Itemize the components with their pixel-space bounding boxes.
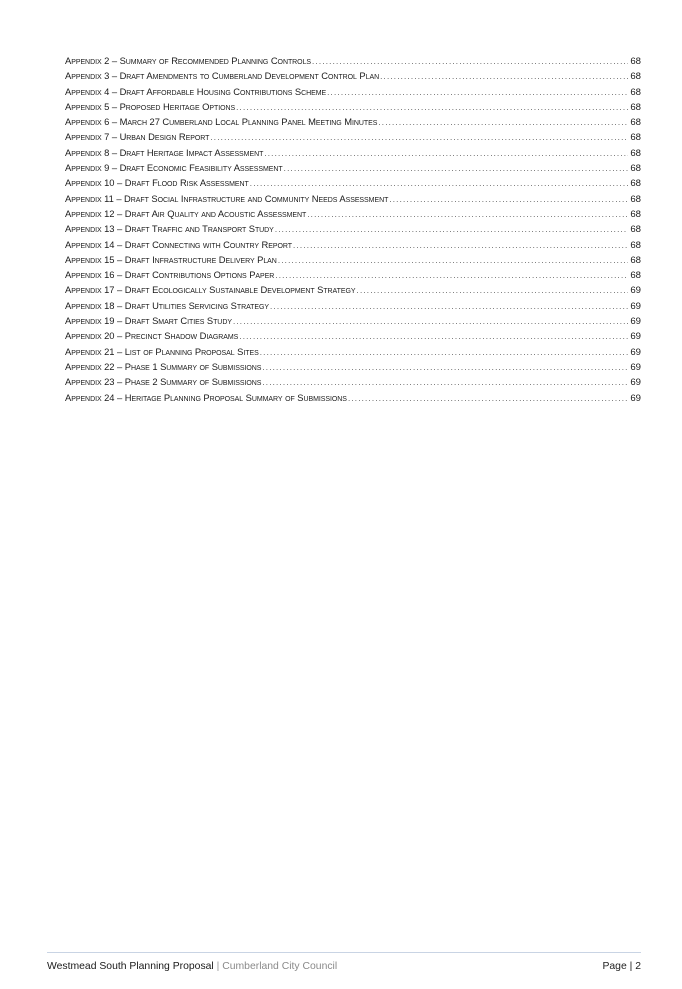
toc-entry-page: 68: [630, 163, 641, 175]
toc-dot-leader: [236, 100, 628, 114]
toc-entry[interactable]: [65, 114, 641, 129]
toc-entry-page: 68: [630, 224, 641, 236]
toc-dot-leader: [348, 391, 628, 405]
toc-entry-page: 68: [630, 56, 641, 67]
toc-entry-page: 68: [630, 101, 641, 113]
toc-dot-leader: [264, 146, 628, 160]
toc-dot-leader: [260, 345, 629, 359]
toc-entry[interactable]: [65, 313, 641, 328]
toc-entry-title: Appendix 21 – List of Planning Proposal Sites: [65, 345, 259, 357]
toc-entry-title: Appendix 5 – Proposed Heritage Options: [65, 100, 236, 112]
toc-entry-page: 68: [630, 208, 641, 220]
toc-entry-title: Appendix 2 – Summary of Recommended Planning Controls: [65, 55, 312, 66]
toc-entry-page: 68: [630, 147, 641, 159]
toc-entry[interactable]: [65, 160, 641, 175]
toc-entry-title: Appendix 11 – Draft Social Infrastructure and Community Needs Assessment: [65, 192, 389, 204]
toc-entry-page: 68: [630, 178, 641, 190]
toc-entry-page: 68: [630, 117, 641, 129]
toc-entry-page: 69: [630, 300, 641, 312]
footer-separator: |: [216, 961, 220, 972]
toc-entry[interactable]: [65, 145, 641, 160]
toc-entry[interactable]: [65, 53, 641, 68]
toc-entry-title: Appendix 24 – Heritage Planning Proposal Summary of Submissions: [65, 391, 347, 403]
toc-entry-page: 68: [630, 193, 641, 205]
toc-entry-page: 68: [630, 86, 641, 98]
toc-dot-leader: [233, 314, 628, 328]
toc-entry[interactable]: [65, 344, 641, 359]
table-of-contents: [65, 53, 641, 405]
toc-dot-leader: [284, 161, 629, 175]
toc-entry-title: Appendix 23 – Phase 2 Summary of Submissions: [65, 376, 262, 388]
toc-entry-page: 69: [630, 285, 641, 297]
toc-entry-title: Appendix 14 – Draft Connecting with Country Report: [65, 238, 293, 250]
toc-dot-leader: [250, 176, 629, 190]
toc-entry-page: 69: [630, 361, 641, 373]
toc-entry[interactable]: [65, 374, 641, 389]
toc-entry-title: Appendix 8 – Draft Heritage Impact Assessment: [65, 146, 264, 158]
toc-entry-page: 69: [630, 377, 641, 389]
toc-entry-page: 68: [630, 132, 641, 144]
toc-entry-title: Appendix 7 – Urban Design Report: [65, 131, 210, 143]
toc-entry-title: Appendix 4 – Draft Affordable Housing Contributions Scheme: [65, 85, 327, 97]
toc-dot-leader: [378, 115, 628, 129]
toc-entry-page: 69: [630, 392, 641, 404]
toc-entry[interactable]: [65, 99, 641, 114]
toc-dot-leader: [239, 329, 628, 343]
toc-entry[interactable]: [65, 328, 641, 343]
toc-entry-title: Appendix 19 – Draft Smart Cities Study: [65, 315, 232, 327]
toc-entry-title: Appendix 16 – Draft Contributions Options Paper: [65, 269, 275, 281]
toc-entry[interactable]: [65, 237, 641, 252]
toc-dot-leader: [262, 360, 628, 374]
toc-entry[interactable]: [65, 191, 641, 206]
toc-dot-leader: [275, 268, 628, 282]
toc-entry-title: Appendix 9 – Draft Economic Feasibility Assessment: [65, 162, 283, 174]
toc-entry-page: 69: [630, 316, 641, 328]
toc-entry-title: Appendix 20 – Precinct Shadow Diagrams: [65, 330, 239, 342]
toc-dot-leader: [210, 130, 628, 144]
footer-page-number: Page | 2: [602, 961, 641, 972]
toc-entry[interactable]: [65, 390, 641, 405]
toc-dot-leader: [270, 299, 628, 313]
toc-dot-leader: [312, 54, 628, 68]
toc-dot-leader: [357, 283, 629, 297]
toc-dot-leader: [293, 238, 628, 252]
toc-entry-title: Appendix 15 – Draft Infrastructure Delivery Plan: [65, 253, 277, 265]
toc-entry[interactable]: [65, 298, 641, 313]
toc-entry[interactable]: [65, 129, 641, 144]
toc-entry[interactable]: [65, 206, 641, 221]
page-footer: [47, 952, 641, 972]
toc-dot-leader: [389, 192, 628, 206]
toc-entry-page: 68: [630, 239, 641, 251]
footer-organisation: Cumberland City Council: [222, 961, 338, 972]
toc-entry-title: Appendix 22 – Phase 1 Summary of Submissions: [65, 360, 262, 372]
toc-entry[interactable]: [65, 267, 641, 282]
toc-entry[interactable]: [65, 221, 641, 236]
toc-entry[interactable]: [65, 252, 641, 267]
toc-entry[interactable]: [65, 175, 641, 190]
toc-entry-title: Appendix 13 – Draft Traffic and Transport Study: [65, 223, 274, 235]
toc-entry[interactable]: [65, 68, 641, 83]
toc-entry-page: 68: [630, 270, 641, 282]
toc-dot-leader: [327, 85, 628, 99]
toc-entry-title: Appendix 6 – March 27 Cumberland Local Planning Panel Meeting Minutes: [65, 116, 378, 128]
toc-dot-leader: [262, 375, 628, 389]
toc-entry-title: Appendix 17 – Draft Ecologically Sustainable Development Strategy: [65, 284, 356, 296]
toc-dot-leader: [307, 207, 628, 221]
footer-left: [47, 961, 337, 972]
toc-dot-leader: [380, 69, 628, 83]
toc-entry-title: Appendix 3 – Draft Amendments to Cumberland Development Control Plan: [65, 70, 380, 82]
toc-entry-page: 69: [630, 346, 641, 358]
toc-dot-leader: [278, 253, 629, 267]
toc-dot-leader: [275, 222, 629, 236]
toc-entry-title: Appendix 12 – Draft Air Quality and Acoustic Assessment: [65, 207, 307, 219]
toc-entry-page: 68: [630, 254, 641, 266]
toc-entry-title: Appendix 18 – Draft Utilities Servicing Strategy: [65, 299, 270, 311]
footer-document-title: Westmead South Planning Proposal: [47, 961, 214, 972]
toc-entry-page: 69: [630, 331, 641, 343]
toc-entry[interactable]: [65, 359, 641, 374]
toc-entry-page: 68: [630, 71, 641, 83]
toc-entry[interactable]: [65, 84, 641, 99]
toc-entry[interactable]: [65, 282, 641, 297]
toc-entry-title: Appendix 10 – Draft Flood Risk Assessment: [65, 177, 249, 189]
